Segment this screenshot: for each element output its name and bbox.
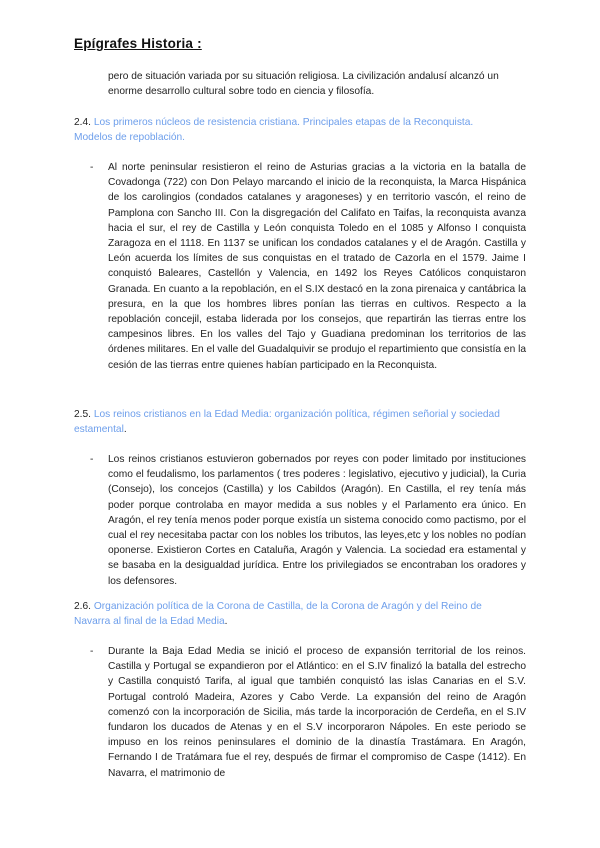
section-heading-2-5 (74, 407, 514, 437)
section-heading-trailing: . (224, 616, 228, 628)
section-heading-2-4 (74, 115, 514, 145)
bullet-marker: - (90, 646, 94, 657)
bullet-marker: - (90, 162, 94, 173)
bullet-marker: - (90, 454, 94, 465)
section-heading-trailing: . (123, 424, 127, 436)
section-body-2-5: Los reinos cristianos estuvieron gobernados por reyes con poder limitado por instituciones como el feudalismo, los parlamentos ( tres poderes : legislativo, ejecutivo y judicial), la Curia (Consejo), los concejos (Castilla) y los Cabildos (Aragón). En Castilla, el rey tenía más poder porque controlaba en mayor medida a sus nobles y el Parlamento era único. En Aragón, el rey tenía menos poder porque existía un sistema conocido como pactismo, por el cual el rey necesitaba pactar con los nobles los tributos, las leyes,etc y los nobles no podían oponerse. Existieron Cortes en Cataluña, Aragón y Valencia. La sociedad era estamental y se basaba en la desigualdad jurídica. Entre los privilegiados se encontraban los oradores y los defensores. (108, 454, 526, 587)
continuation-paragraph: pero de situación variada por su situación religiosa. La civilización andalusí alcanzó un enorme desarrollo cultural sobre todo en ciencia y filosofía. (108, 71, 499, 98)
section-body-2-4: Al norte peninsular resistieron el reino de Asturias gracias a la victoria en la batalla de Covadonga (722) con Don Pelayo marcando el inicio de la reconquista, la Marca Hispánica de los carolingios (condados catalanes y aragoneses) y en territorio vascón, el reino de Pamplona con Sancho III. Con la disgregación del Califato en Taifas, la reconquista avanza hacia el sur, el rey de Castilla y León conquista Toledo en el 1085 y Alfonso I conquista Zaragoza en el 1118. En 1137 se unifican los condados catalanes y el de Aragón. Castilla y León acuerda los límites de sus conquistas en el tratado de Cazorla en el 1579. Jaime I conquistó Baleares, Castellón y Valencia, en 1492 los Reyes Católicos conquistaron Granada. En cuanto a la repoblación, en el S.IX destacó en la zona pirenaica y cantábrica la presura, en la que los hombres libres ponían las tierras en cultivos. Respecto a la repoblación concejil, estaba liderada por los consejos, que repartirán las tierras entre los campesinos libres. En los valles del Tajo y Guadiana predominan los territorios de las órdenes militares. En el valle del Guadalquivir se produjo el repartimiento que consistía en la cesión de las tierras entre quienes habían participado en la Reconquista. (108, 162, 526, 371)
section-heading-link[interactable]: Los primeros núcleos de resistencia cristiana. Principales etapas de la Reconquista. Modelos de repoblación. (74, 117, 474, 144)
section-heading-link[interactable]: Los reinos cristianos en la Edad Media: organización política, régimen señorial y sociedad estamental (74, 409, 500, 436)
page-title: Epígrafes Historia : (74, 36, 202, 51)
section-number: 2.5. (74, 409, 91, 420)
section-heading-link[interactable]: Organización política de la Corona de Castilla, de la Corona de Aragón y del Reino de Navarra al final de la Edad Media (74, 601, 482, 628)
section-number: 2.4. (74, 117, 91, 128)
section-number: 2.6. (74, 601, 91, 612)
section-body-2-6: Durante la Baja Edad Media se inició el proceso de expansión territorial de los reinos. Castilla y Portugal se expandieron por el Atlántico: en el S.IV finalizó la batalla del estrecho y Castilla conquistó Tarifa, al igual que también conquistó las islas Canarias en el S.V. Portugal controló Madeira, Azores y Cabo Verde. La expansión del reino de Aragón comenzó con la incorporación de Sicilia, más tarde la incorporación de Cerdeña, en el S.IV fundaron los ducados de Atenas y en el S.V incorporaron Nápoles. En este periodo se impuso en los reinos peninsulares el dominio de la dinastía Trastámara. En Aragón, Fernando I de Tratámara fue el rey, después de firmar el compromiso de Caspe (1412). En Navarra, el matrimonio de (108, 646, 526, 779)
section-heading-2-6 (74, 599, 514, 629)
